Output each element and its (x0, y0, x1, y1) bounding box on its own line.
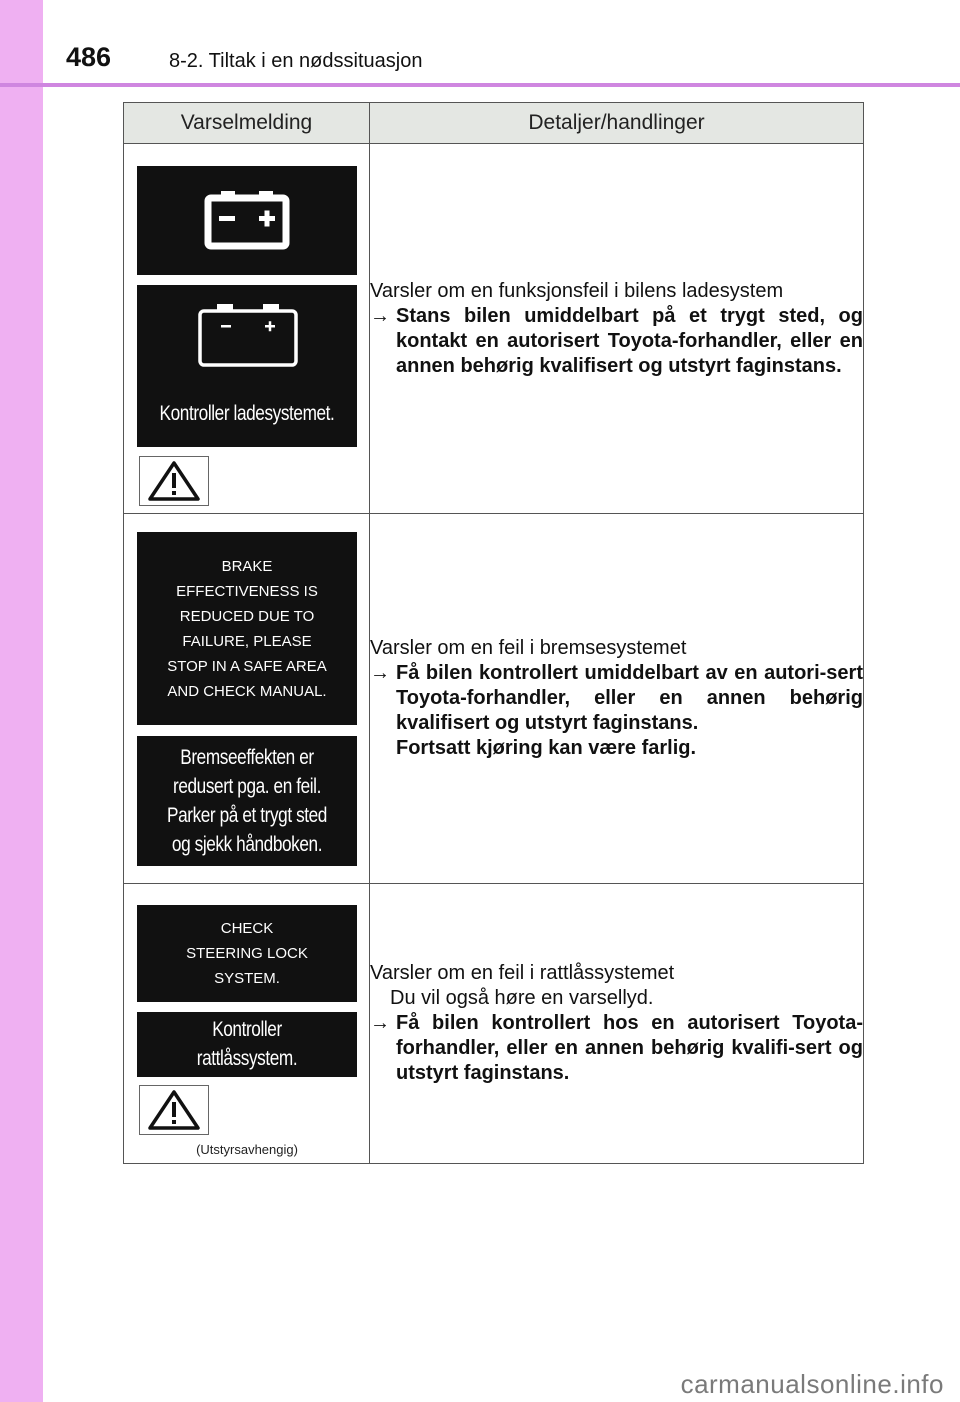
detail-action-extra: Fortsatt kjøring kan være farlig. (396, 737, 697, 759)
display-norwegian-message (137, 736, 357, 866)
details-cell (370, 144, 864, 514)
warning-light-box (139, 1085, 209, 1135)
optional-equipment-note: (Utstyrsavhengig) (196, 1142, 298, 1157)
table-row (124, 514, 864, 884)
display-line: BRAKE (221, 558, 273, 575)
column-header-warning: Varselmelding (124, 103, 370, 144)
display-line: EFFECTIVENESS IS (176, 583, 318, 600)
warning-triangle-icon (146, 459, 202, 503)
battery-icon (137, 285, 357, 385)
display-line: Parker på et trygt sted (166, 804, 327, 827)
display-line: Bremseeffekten er (180, 746, 314, 769)
watermark: carmanualsonline.info (680, 1369, 944, 1399)
page-number: 486 (66, 42, 112, 72)
display-line: STOP IN A SAFE AREA (167, 658, 327, 675)
display-line: SYSTEM. (214, 970, 280, 987)
table-row (124, 144, 864, 514)
display-norwegian-message (137, 1012, 357, 1077)
details-cell (370, 884, 864, 1164)
warning-cell (124, 884, 370, 1164)
display-line: rattlåssystem. (196, 1047, 298, 1070)
display-line: FAILURE, PLEASE (182, 633, 312, 650)
display-text: Kontroller ladesystemet. (159, 402, 335, 425)
side-tab-band (0, 0, 43, 1402)
display-battery-message (137, 285, 357, 447)
arrow-icon: → (370, 1012, 390, 1034)
details-cell (370, 514, 864, 884)
display-line: STEERING LOCK (186, 945, 308, 962)
section-title: 8-2. Tiltak i en nødssituasjon (169, 50, 423, 72)
column-header-details: Detaljer/handlinger (370, 103, 864, 144)
warning-triangle-icon (146, 1088, 202, 1132)
display-english-message (137, 532, 357, 725)
detail-lead: Varsler om en feil i bremsesystemet (370, 637, 687, 659)
display-battery-icon (137, 166, 357, 275)
detail-lead: Varsler om en funksjonsfeil i bilens ladesystem (370, 279, 784, 302)
detail-action: → Få bilen kontrollert hos en autorisert Toyota-forhandler, eller en annen behørig kvalifi-sert og utstyrt faginstans. (370, 1012, 863, 1084)
detail-action: → Få bilen kontrollert umiddelbart av en autori-sert Toyota-forhandler, eller en annen behørig kvalifisert og utstyrt faginstans. (370, 662, 863, 734)
detail-sub: Du vil også høre en varsellyd. (390, 987, 654, 1009)
warning-cell (124, 144, 370, 514)
table-row (124, 884, 864, 1164)
table-header-row (124, 103, 864, 144)
battery-icon (137, 166, 357, 275)
display-line: REDUCED DUE TO (179, 608, 315, 625)
display-line: redusert pga. en feil. (173, 775, 321, 798)
warning-light-box (139, 456, 209, 506)
warning-table (123, 102, 864, 1164)
detail-action: → Stans bilen umiddelbart på et trygt sted, og kontakt en autorisert Toyota-forhandler, eller en annen behørig kvalifisert og utstyrt faginstans. (370, 304, 863, 377)
warning-cell (124, 514, 370, 884)
display-line: Kontroller (212, 1018, 282, 1041)
display-line: og sjekk håndboken. (171, 833, 323, 856)
display-line: AND CHECK MANUAL. (167, 683, 327, 700)
header-rule (0, 83, 960, 87)
display-english-message (137, 905, 357, 1002)
detail-lead: Varsler om en feil i rattlåssystemet (370, 962, 675, 984)
display-line: CHECK (220, 920, 274, 937)
arrow-icon: → (370, 662, 390, 684)
arrow-icon: → (370, 304, 390, 327)
